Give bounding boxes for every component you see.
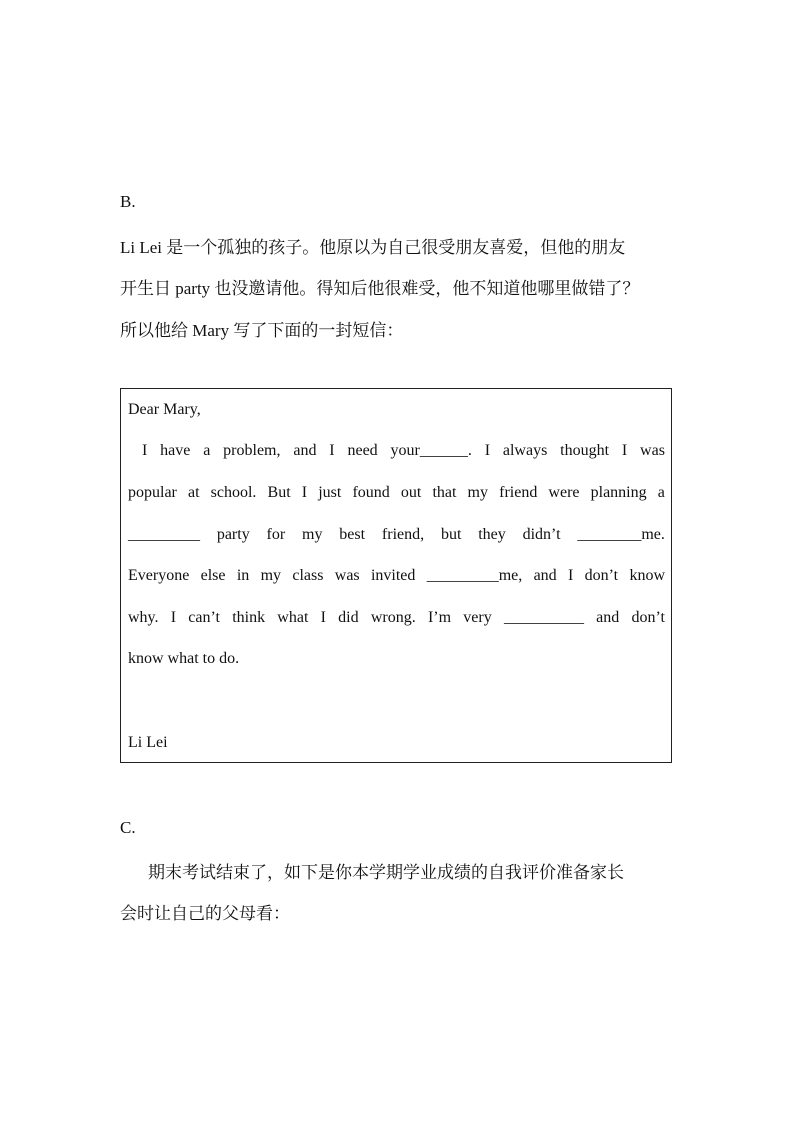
letter-line-3: _________ party for my best friend, but they didn’t ________me.	[128, 526, 665, 543]
section-c-intro-line-2: 会时让自己的父母看：	[120, 904, 290, 923]
section-b-intro-line-1: Li Lei 是一个孤独的孩子。他原以为自己很受朋友喜爱，但他的朋友	[120, 238, 626, 257]
letter-line-1: I have a problem, and I need your______. I always thought I was	[142, 442, 665, 459]
section-c-intro-line-1: 期末考试结束了，如下是你本学期学业成绩的自我评价准备家长	[148, 863, 624, 882]
letter-line-5: why. I can’t think what I did wrong. I’m very __________ and don’t	[128, 609, 665, 626]
letter-signature: Li Lei	[128, 734, 168, 751]
section-b-intro-line-3: 所以他给 Mary 写了下面的一封短信：	[120, 321, 404, 340]
letter-box	[120, 388, 672, 763]
letter-line-2: popular at school. But I just found out that my friend were planning a	[128, 484, 665, 501]
section-c-label: C.	[120, 818, 136, 837]
letter-greeting: Dear Mary,	[128, 401, 201, 418]
letter-line-4: Everyone else in my class was invited _________me, and I don’t know	[128, 567, 665, 584]
section-b-intro-line-2: 开生日 party 也没邀请他。得知后他很难受，他不知道他哪里做错了？	[120, 279, 640, 298]
letter-line-6: know what to do.	[128, 650, 240, 667]
section-b-label: B.	[120, 192, 136, 211]
